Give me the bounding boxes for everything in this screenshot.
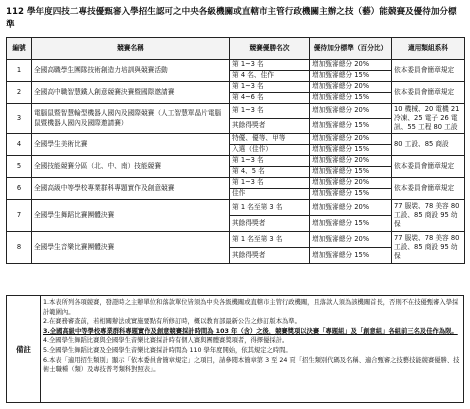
award-rank: 其餘得獎者	[230, 248, 310, 264]
row-number: 4	[7, 134, 32, 156]
bonus-percentage: 增加甄審總分 15%	[310, 119, 392, 134]
table-row	[7, 60, 465, 71]
row-number: 7	[7, 200, 32, 232]
row-number: 3	[7, 104, 32, 134]
competition-name: 全國技能競賽分區（北、中、南）技能競賽	[32, 156, 230, 178]
row-number: 1	[7, 60, 32, 82]
bonus-percentage: 增加甄審總分 20%	[310, 232, 392, 248]
bonus-percentage: 增加甄審總分 20%	[310, 178, 392, 189]
header-dept: 適用類組系科	[392, 38, 465, 60]
award-rank: 第 4~6 名	[230, 93, 310, 104]
row-number: 8	[7, 232, 32, 264]
award-rank: 第 1~3 名	[230, 178, 310, 189]
notes-label: 備註	[7, 296, 41, 402]
note-item: 4.全國學生舞蹈比賽與全國學生音樂比賽採計時有個人賽與團體賽獎項者，得擇優採計。	[43, 337, 289, 345]
row-number: 6	[7, 178, 32, 200]
competition-name: 電腦鼠暨智慧輪型機器人國內及國際競賽（人工智慧單晶片電腦鼠暨機器人國內及國際邀請賽）	[32, 104, 230, 134]
bonus-percentage: 增加甄審總分 20%	[310, 82, 392, 93]
competition-name: 全國高職學生團隊技術創造力培訓與競賽活動	[32, 60, 230, 82]
departments-text: 80 工設、85 商設	[394, 140, 449, 149]
bonus-percentage: 增加甄審總分 15%	[310, 216, 392, 232]
table-row	[7, 178, 465, 189]
bonus-percentage: 增加甄審總分 15%	[310, 71, 392, 82]
header-pct: 優待加分標準（百分比）	[310, 38, 392, 60]
applicable-departments	[392, 178, 465, 200]
bonus-percentage: 增加甄審總分 20%	[310, 134, 392, 145]
table-row	[7, 82, 465, 93]
competition-name: 全國學生舞蹈比賽團體決賽	[32, 200, 230, 232]
award-rank: 第 1~3 名	[230, 82, 310, 93]
table-row	[7, 104, 465, 119]
award-rank: 其餘得獎者	[230, 216, 310, 232]
competition-name: 全國學生美術比賽	[32, 134, 230, 156]
bonus-percentage: 增加甄審總分 20%	[310, 60, 392, 71]
table-row	[7, 134, 465, 145]
row-number: 2	[7, 82, 32, 104]
departments-text: 依本委員會簡章規定	[394, 184, 455, 193]
note-item: 6.本表「適用招生類別」顯示「依本委員會簡章規定」之項目，請參閱本簡章第 3 至 24 頁「招生類別代碼及名稱、適合甄審之技藝技能競賽優勝、技術士職種（類）及專技普考類科對照表」。	[43, 356, 460, 374]
departments-text: 10 機械、20 電機 21 冷凍、25 電子 26 電訊、55 工程 80 工設	[394, 105, 460, 131]
departments-text: 依本委員會簡章規定	[394, 88, 455, 97]
bonus-percentage: 增加甄審總分 15%	[310, 145, 392, 156]
departments-text: 77 服裝、78 美容 80 工設、85 商設 95 幼保	[394, 202, 460, 228]
applicable-departments	[392, 82, 465, 104]
departments-text: 依本委員會簡章規定	[394, 162, 455, 171]
award-rank: 入選（佳作）	[230, 145, 310, 156]
document-title: 112 學年度四技二專技優甄審入學招生認可之中央各級機關或直轄市主管行政機關主辦之技（藝）能競賽及優待加分標準	[6, 7, 457, 30]
applicable-departments	[392, 232, 465, 264]
award-rank: 第 1~3 名	[230, 60, 310, 71]
bonus-percentage: 增加甄審總分 20%	[310, 156, 392, 167]
departments-text: 77 服裝、78 美容 80 工設、85 商設 95 幼保	[394, 234, 460, 260]
table-header-row	[7, 38, 465, 60]
applicable-departments	[392, 200, 465, 232]
competition-name: 全國學生音樂比賽團體決賽	[32, 232, 230, 264]
header-rank: 競賽優勝名次	[230, 38, 310, 60]
competition-name: 全國高中職智慧鐵人創意競賽決賽暨國際邀請賽	[32, 82, 230, 104]
note-item: 1.本表所列各項競賽，發證時之主辦單位和落款單位皆須為中央各級機關或直轄市主管行政機關，且落款人須為該機關首長，否則不在技優甄審入學採計範圍內。	[43, 299, 459, 316]
bonus-percentage: 增加甄審總分 15%	[310, 93, 392, 104]
bonus-percentage: 增加甄審總分 15%	[310, 248, 392, 264]
award-rank: 第 1~3 名	[230, 156, 310, 167]
award-rank: 第 4、5 名	[230, 167, 310, 178]
header-name: 競賽名稱	[32, 38, 230, 60]
row-number: 5	[7, 156, 32, 178]
applicable-departments	[392, 60, 465, 82]
bonus-percentage: 增加甄審總分 15%	[310, 167, 392, 178]
award-rank: 第 1 名至第 3 名	[230, 200, 310, 216]
header-num: 編號	[7, 38, 32, 60]
competition-table	[6, 37, 465, 264]
bonus-percentage: 增加甄審總分 15%	[310, 189, 392, 200]
award-rank: 佳作	[230, 189, 310, 200]
award-rank: 特優、優等、甲等	[230, 134, 310, 145]
notes-section	[6, 295, 464, 403]
award-rank: 第 4 名、佳作	[230, 71, 310, 82]
applicable-departments	[392, 104, 465, 134]
bonus-percentage: 增加甄審總分 20%	[310, 200, 392, 216]
departments-text: 依本委員會簡章規定	[394, 66, 455, 75]
note-item: 3.全國高級中等學校專業群科專題實作及創意競賽採計時間為 103 年（含）之後，競賽獎項以決賽「專題組」及「創意組」各組前三名及佳作為限。	[43, 327, 458, 335]
competition-name: 全國高級中等學校專業群科專題實作及創意競賽	[32, 178, 230, 200]
award-rank: 第 1~3 名	[230, 104, 310, 119]
note-item: 2.在賽務審查前，若相關辦法或實施要點有所修訂時，概以教育部最新公告之修訂版本為準。	[43, 318, 301, 326]
bonus-percentage: 增加甄審總分 20%	[310, 104, 392, 119]
note-item: 5.全國學生舞蹈比賽及全國學生音樂比賽採計時間為 110 學年度開始，依其規定之時間。	[43, 346, 292, 354]
table-row	[7, 232, 465, 248]
table-row	[7, 200, 465, 216]
applicable-departments	[392, 134, 465, 156]
award-rank: 第 1 名至第 3 名	[230, 232, 310, 248]
table-row	[7, 156, 465, 167]
award-rank: 其餘得獎者	[230, 119, 310, 134]
applicable-departments	[392, 156, 465, 178]
notes-body	[43, 298, 461, 375]
